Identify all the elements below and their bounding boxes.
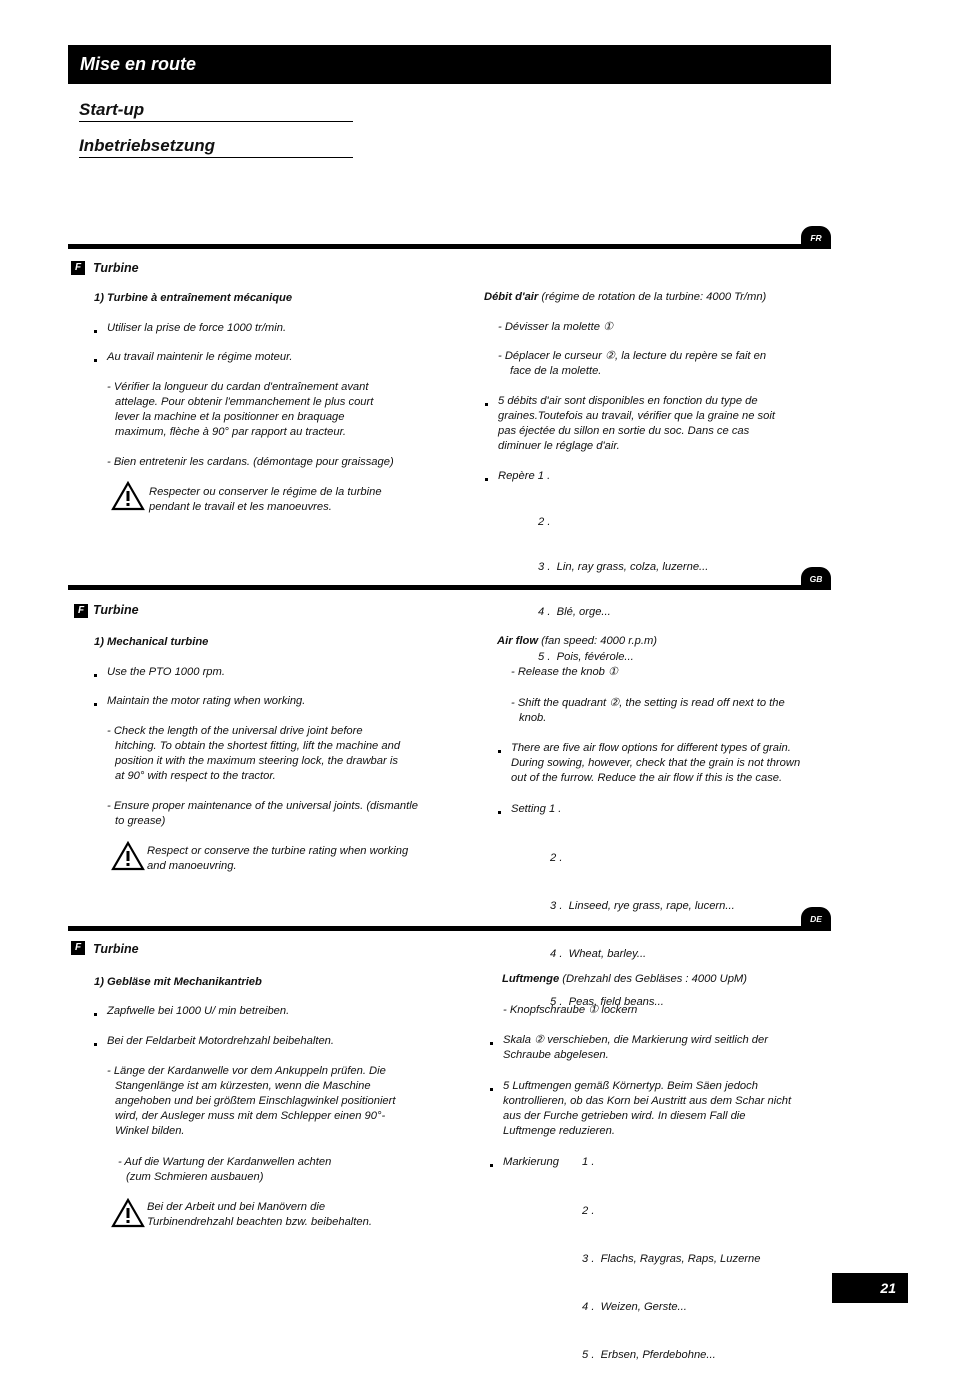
chapter-title: Mise en route <box>80 54 197 74</box>
text-line: Bei der Arbeit und bei Manövern die <box>147 1201 326 1213</box>
text-line: lever la machine et la positionner en braquage <box>115 411 345 423</box>
gb-right-dash-2 <box>511 696 785 726</box>
warning-icon <box>111 841 145 871</box>
text-line: Skala ② verschieben, die Markierung wird seitlich der <box>503 1034 768 1046</box>
heading-rest: (fan speed: 4000 r.p.m) <box>538 635 658 647</box>
gb-right-dash-1: - Release the knob ① <box>511 666 619 678</box>
text-line: Respect or conserve the turbine rating when working <box>147 845 409 857</box>
fr-right-dash-1: - Dévisser la molette ① <box>498 321 614 333</box>
warning-icon <box>111 481 145 511</box>
list-item: 3 . Linseed, rye grass, rape, lucern... <box>550 900 735 912</box>
text-line: diminuer le réglage d'air. <box>498 440 620 452</box>
heading-bold: Débit d'air <box>484 291 539 303</box>
text-line: Turbinendrehzahl beachten bzw. beibehalten. <box>147 1216 372 1228</box>
text-line: knob. <box>519 712 547 724</box>
text-line: - Shift the quadrant ②, the setting is read off next to the <box>511 697 785 709</box>
f-marker-de: F <box>71 941 85 955</box>
fr-right-heading <box>484 290 766 305</box>
bullet-marker <box>498 750 501 753</box>
gb-left-bullet-2: Maintain the motor rating when working. <box>107 695 306 707</box>
chapter-title-band <box>68 45 831 84</box>
text-line: There are five air flow options for different types of grain. <box>511 742 791 754</box>
list-item: 3 . Flachs, Raygras, Raps, Luzerne <box>582 1253 761 1265</box>
de-right-bullet-2: Markierung <box>503 1156 559 1168</box>
text-line: (zum Schmieren ausbauen) <box>126 1171 264 1183</box>
heading-rest: (Drehzahl des Gebläses : 4000 UpM) <box>559 973 747 985</box>
warning-icon <box>111 1198 145 1228</box>
fr-right-bullet-1 <box>498 394 775 454</box>
text-line: - Auf die Wartung der Kardanwellen achten <box>118 1156 332 1168</box>
heading-bold: Luftmenge <box>502 973 560 985</box>
fr-left-warning <box>149 485 382 515</box>
text-line: angehoben und bei größtem Einschlagwinkel positioniert <box>115 1095 396 1107</box>
text-line: position it with the maximum steering lock, the drawbar is <box>115 755 398 767</box>
de-left-warning <box>147 1200 372 1230</box>
lang-tab-fr: FR <box>801 226 831 248</box>
text-line: pas éjectée du sillon en sortie du soc. Dans ce cas <box>498 425 750 437</box>
heading-bold: Air flow <box>497 635 539 647</box>
text-line: and manoeuvring. <box>147 860 237 872</box>
de-left-dash-1 <box>107 1064 396 1139</box>
text-line: pendant le travail et les manoeuvres. <box>149 501 332 513</box>
text-line: - Länge der Kardanwelle vor dem Ankuppeln prüfen. Die <box>107 1065 386 1077</box>
lang-tab-gb: GB <box>801 567 831 589</box>
fr-left-bullet-2: Au travail maintenir le régime moteur. <box>107 351 293 363</box>
de-right-heading <box>502 972 747 987</box>
list-item: 5 . Erbsen, Pferdebohne... <box>582 1349 716 1361</box>
text-line: During sowing, however, check that the grain is not thrown <box>511 757 801 769</box>
text-line: - Check the length of the universal drive joint before <box>107 725 363 737</box>
heading-rest: (régime de rotation de la turbine: 4000 Tr/mn) <box>538 291 767 303</box>
text-line: Respecter ou conserver le régime de la turbine <box>149 486 382 498</box>
de-left-bullet-1: Zapfwelle bei 1000 U/ min betreiben. <box>107 1005 290 1017</box>
text-line: to grease) <box>115 815 166 827</box>
bullet-marker <box>485 403 488 406</box>
de-right-bullet-0 <box>503 1033 768 1063</box>
bullet-marker <box>94 1043 97 1046</box>
list-item: 4 . Wheat, barley... <box>550 948 647 960</box>
bullet-marker <box>490 1164 493 1167</box>
list-item: 4 . Blé, orge... <box>538 606 611 618</box>
text-line: Luftmenge reduzieren. <box>503 1125 615 1137</box>
subtitle-german: Inbetriebsetzung <box>79 136 353 158</box>
de-left-dash-2 <box>118 1155 331 1185</box>
section-rule-de <box>68 926 831 931</box>
bullet-marker <box>485 478 488 481</box>
fr-left-dash-1 <box>107 380 373 440</box>
bullet-marker <box>94 330 97 333</box>
section-title-de: Turbine <box>93 942 139 956</box>
text-line: Winkel bilden. <box>115 1125 185 1137</box>
lang-tab-de: DE <box>801 907 831 929</box>
de-right-list <box>582 1171 760 1379</box>
text-line: Schraube abgelesen. <box>503 1049 609 1061</box>
de-left-bullet-2: Bei der Feldarbeit Motordrehzahl beibehalten. <box>107 1035 334 1047</box>
text-line: wird, der Ausleger muss mit dem Schlepper einen 90°- <box>115 1110 386 1122</box>
f-marker-gb: F <box>74 604 88 618</box>
text-line: aus der Furche getrieben wird. In diesem Fall die <box>503 1110 746 1122</box>
gb-right-bullet-1 <box>511 741 800 786</box>
list-item: 2 . <box>538 516 551 528</box>
text-line: Stangenlänge ist am kürzesten, wenn die Maschine <box>115 1080 371 1092</box>
list-item: 5 . Pois, févérole... <box>538 651 634 663</box>
gb-left-heading: 1) Mechanical turbine <box>94 636 209 648</box>
list-item: 5 . Peas, field beans... <box>550 996 664 1008</box>
bullet-marker <box>94 359 97 362</box>
de-right-dash-1: - Knopfschraube ① lockern <box>503 1004 638 1016</box>
de-right-bullet-1 <box>503 1079 791 1139</box>
fr-right-list <box>538 485 708 680</box>
list-item: 2 . <box>550 852 563 864</box>
gb-left-warning <box>147 844 408 874</box>
de-right-list-first: 1 . <box>582 1156 595 1168</box>
fr-right-dash-2 <box>498 349 766 379</box>
section-rule-gb <box>68 585 831 590</box>
text-line: 5 Luftmengen gemäß Körnertyp. Beim Säen jedoch <box>503 1080 758 1092</box>
text-line: hitching. To obtain the shortest fitting, lift the machine and <box>115 740 401 752</box>
section-rule-fr <box>68 244 831 249</box>
text-line: kontrollieren, ob das Korn bei Austritt aus dem Schar nicht <box>503 1095 792 1107</box>
bullet-marker <box>94 674 97 677</box>
bullet-marker <box>94 703 97 706</box>
gb-left-dash-2 <box>107 799 418 829</box>
gb-left-bullet-1: Use the PTO 1000 rpm. <box>107 666 225 678</box>
gb-right-bullet-2: Setting 1 . <box>511 803 562 815</box>
list-item: 3 . Lin, ray grass, colza, luzerne... <box>538 561 709 573</box>
bullet-marker <box>94 1013 97 1016</box>
text-line: at 90° with respect to the tractor. <box>115 770 276 782</box>
gb-right-list <box>550 818 735 1026</box>
text-line: - Ensure proper maintenance of the universal joints. (dismantle <box>107 800 418 812</box>
fr-left-bullet-1: Utiliser la prise de force 1000 tr/min. <box>107 322 287 334</box>
text-line: - Vérifier la longueur du cardan d'entraînement avant <box>107 381 369 393</box>
page-number: 21 <box>880 1280 896 1296</box>
bullet-marker <box>498 811 501 814</box>
text-line: graines.Toutefois au travail, vérifier que la graine ne soit <box>498 410 775 422</box>
gb-left-dash-1 <box>107 724 400 784</box>
bullet-marker <box>490 1088 493 1091</box>
fr-right-bullet-2: Repère 1 . <box>498 470 551 482</box>
list-item: 4 . Weizen, Gerste... <box>582 1301 687 1313</box>
text-line: 5 débits d'air sont disponibles en fonction du type de <box>498 395 758 407</box>
gb-right-heading <box>497 634 657 649</box>
fr-left-heading: 1) Turbine à entraînement mécanique <box>94 292 293 304</box>
text-line: maximum, flèche à 90° par rapport au tracteur. <box>115 426 347 438</box>
de-left-heading: 1) Gebläse mit Mechanikantrieb <box>94 976 262 988</box>
fr-left-dash-2: - Bien entretenir les cardans. (démontage pour graissage) <box>107 456 394 468</box>
subtitle-english: Start-up <box>79 100 353 122</box>
bullet-marker <box>490 1042 493 1045</box>
text-line: face de la molette. <box>510 365 602 377</box>
text-line: out of the furrow. Reduce the air flow if this is the case. <box>511 772 783 784</box>
page-number-box <box>832 1273 908 1303</box>
text-line: attelage. Pour obtenir l'emmanchement le plus court <box>115 396 374 408</box>
list-item: 2 . <box>582 1205 595 1217</box>
section-title-fr: Turbine <box>93 261 139 275</box>
text-line: - Déplacer le curseur ②, la lecture du repère se fait en <box>498 350 767 362</box>
f-marker-fr: F <box>71 261 85 275</box>
section-title-gb: Turbine <box>93 603 139 617</box>
